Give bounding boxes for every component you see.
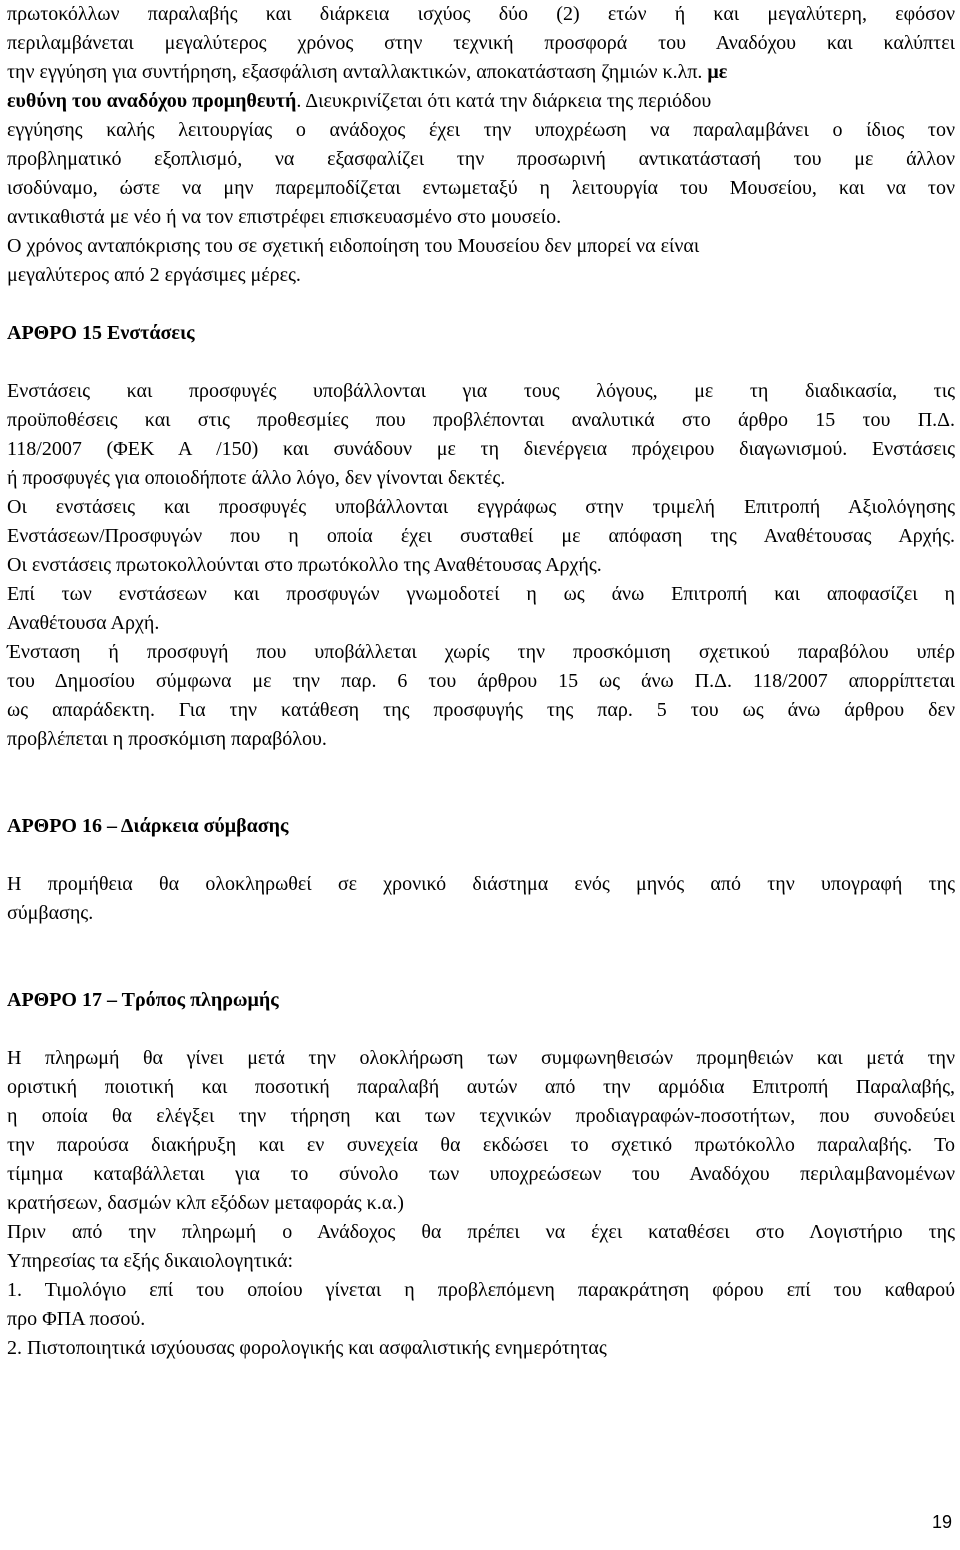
text-line: Οι ενστάσεις και προσφυγές υποβάλλονται εγγράφως στην τριμελή Επιτροπή Αξιολόγησης: [7, 496, 955, 518]
article-17-body: [7, 1044, 955, 1363]
text-line: την παρούσα διακήρυξη και εν συνεχεία θα εκδώσει το σχετικό πρωτόκολλο παραλαβής. Το: [7, 1134, 955, 1156]
text-line: Αναθέτουσα Αρχή.: [7, 612, 160, 634]
page-number: 19: [931, 1512, 952, 1532]
text-span: την εγγύηση για συντήρηση, εξασφάλιση ανταλλακτικών, αποκατάσταση ζημιών κ.λπ.: [7, 61, 703, 83]
text-line: ή προσφυγές για οποιοδήποτε άλλο λόγο, δεν γίνονται δεκτές.: [7, 467, 506, 489]
text-line: Ο χρόνος ανταπόκρισης του σε σχετική ειδοποίηση του Μουσείου δεν μπορεί να είναι: [7, 235, 700, 257]
article-17-heading: ΑΡΘΡΟ 17 – Τρόπος πληρωμής: [7, 989, 279, 1011]
text-line: πρωτοκόλλων παραλαβής και διάρκεια ισχύος δύο (2) ετών ή και μεγαλύτερη, εφόσον: [7, 3, 955, 25]
text-line: Ενστάσεις και προσφυγές υποβάλλονται για τους λόγους, με τη διαδικασία, τις: [7, 380, 955, 402]
text-line: Πριν από την πληρωμή ο Ανάδοχος θα πρέπει να έχει καταθέσει στο Λογιστήριο της: [7, 1221, 955, 1243]
spacer: [7, 754, 955, 812]
document-page: [7, 0, 955, 1363]
article-15-heading: ΑΡΘΡΟ 15 Ενστάσεις: [7, 322, 195, 344]
text-line: η οποία θα ελέγξει την τήρηση και των τεχνικών προδιαγραφών-ποσοτήτων, που συνοδεύει: [7, 1105, 955, 1127]
spacer: [7, 1015, 955, 1044]
text-line: μεγαλύτερος από 2 εργάσιμες μέρες.: [7, 264, 301, 286]
text-line: προ ΦΠΑ ποσού.: [7, 1308, 146, 1330]
text-line: προβλέπεται η προσκόμιση παραβόλου.: [7, 728, 327, 750]
bold-text: με: [707, 61, 728, 83]
text-line: ισοδύναμο, ώστε να μην παρεμποδίζεται εντωμεταξύ η λειτουργία του Μουσείου, και να τον: [7, 177, 955, 199]
spacer: [7, 928, 955, 986]
article-16-heading: ΑΡΘΡΟ 16 – Διάρκεια σύμβασης: [7, 815, 289, 837]
text-line: τίμημα καταβάλλεται για το σύνολο των υποχρεώσεων του Αναδόχου περιλαμβανομένων: [7, 1163, 955, 1185]
spacer: [7, 841, 955, 870]
article-16-body: [7, 870, 955, 928]
text-line: Οι ενστάσεις πρωτοκολλούνται στο πρωτόκολλο της Αναθέτουσας Αρχής.: [7, 554, 602, 576]
text-line: Επί των ενστάσεων και προσφυγών γνωμοδοτεί η ως άνω Επιτροπή και αποφασίζει η: [7, 583, 955, 605]
text-line: 2. Πιστοποιητικά ισχύουσας φορολογικής και ασφαλιστικής ενημερότητας: [7, 1337, 607, 1359]
article-15-body: [7, 377, 955, 754]
text-line: [7, 87, 955, 116]
spacer: [7, 348, 955, 377]
text-line: προϋποθέσεις και στις προθεσμίες που προβλέπονται αναλυτικά στο άρθρο 15 του Π.Δ.: [7, 409, 955, 431]
text-line: Η πληρωμή θα γίνει μετά την ολοκλήρωση των συμφωνηθεισών προμηθειών και μετά την: [7, 1047, 955, 1069]
text-line: κρατήσεων, δασμών κλπ εξόδων μεταφοράς κ.α.): [7, 1192, 404, 1214]
text-line: 118/2007 (ΦΕΚ Α /150) και συνάδουν με τη διενέργεια πρόχειρου διαγωνισμού. Ενστάσεις: [7, 438, 955, 460]
text-line: περιλαμβάνεται μεγαλύτερος χρόνος στην τεχνική προσφορά του Αναδόχου και καλύπτει: [7, 32, 955, 54]
text-line: 1. Τιμολόγιο επί του οποίου γίνεται η προβλεπόμενη παρακράτηση φόρου επί του καθαρού: [7, 1279, 955, 1301]
text-span: . Διευκρινίζεται ότι κατά την διάρκεια της περιόδου: [296, 90, 712, 112]
spacer: [7, 290, 955, 319]
bold-text: ευθύνη του αναδόχου προμηθευτή: [7, 90, 297, 112]
text-line: του Δημοσίου σύμφωνα με την παρ. 6 του άρθρου 15 ως άνω Π.Δ. 118/2007 απορρίπτεται: [7, 670, 955, 692]
intro-paragraph: [7, 0, 955, 290]
text-line: Η προμήθεια θα ολοκληρωθεί σε χρονικό διάστημα ενός μηνός από την υπογραφή της: [7, 873, 955, 895]
text-line: Υπηρεσίας τα εξής δικαιολογητικά:: [7, 1250, 294, 1272]
text-line: αντικαθιστά με νέο ή να τον επιστρέφει επισκευασμένο στο μουσείο.: [7, 206, 562, 228]
text-line: σύμβασης.: [7, 902, 94, 924]
text-line: ως απαράδεκτη. Για την κατάθεση της προσφυγής της παρ. 5 του ως άνω άρθρου δεν: [7, 699, 955, 721]
text-line: Ενστάσεων/Προσφυγών που η οποία έχει συσταθεί με απόφαση της Αναθέτουσας Αρχής.: [7, 525, 955, 547]
text-line: προβληματικό εξοπλισμό, να εξασφαλίζει την προσωρινή αντικατάστασή του με άλλον: [7, 148, 955, 170]
text-line: οριστική ποιοτική και ποσοτική παραλαβή αυτών από την αρμόδια Επιτροπή Παραλαβής,: [7, 1076, 955, 1098]
text-line: εγγύησης καλής λειτουργίας ο ανάδοχος έχει την υποχρέωση να παραλαμβάνει ο ίδιος τον: [7, 119, 955, 141]
text-line: [7, 58, 955, 87]
text-line: Ένσταση ή προσφυγή που υποβάλλεται χωρίς την προσκόμιση σχετικού παραβόλου υπέρ: [7, 641, 955, 663]
